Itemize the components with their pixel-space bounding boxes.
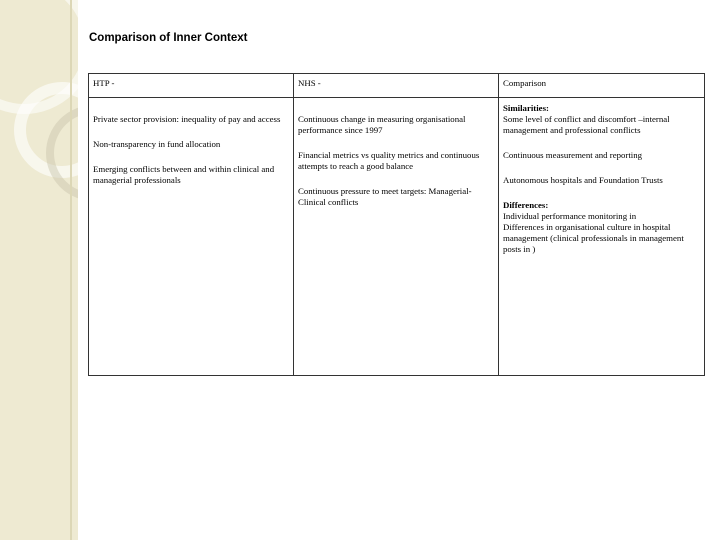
page-title: Comparison of Inner Context xyxy=(89,32,248,44)
differences-line: Differences in organisational culture in hospital management (clinical professionals in management posts in ) xyxy=(503,222,684,254)
table-header-row xyxy=(89,74,705,98)
sidebar-divider xyxy=(70,0,72,540)
header-nhs: NHS - xyxy=(294,74,499,98)
differences-line: Individual performance monitoring in xyxy=(503,211,637,221)
similarities-label: Similarities: xyxy=(503,103,549,113)
htp-item: Non-transparency in fund allocation xyxy=(93,139,221,149)
nhs-item: Financial metrics vs quality metrics and continuous attempts to reach a good balance xyxy=(298,150,480,171)
htp-item: Emerging conflicts between and within clinical and managerial professionals xyxy=(93,164,275,185)
htp-cell xyxy=(89,98,294,376)
comparison-item: Continuous measurement and reporting xyxy=(503,150,643,160)
htp-item: Private sector provision: inequality of pay and access xyxy=(93,114,281,124)
nhs-item: Continuous change in measuring organisational performance since 1997 xyxy=(298,114,466,135)
header-comparison: Comparison xyxy=(499,74,705,98)
comparison-cell xyxy=(499,98,705,376)
nhs-item: Continuous pressure to meet targets: Managerial- Clinical conflicts xyxy=(298,186,472,207)
comparison-table xyxy=(88,73,705,376)
differences-label: Differences: xyxy=(503,200,549,210)
nhs-cell xyxy=(294,98,499,376)
comparison-item: Autonomous hospitals and Foundation Trusts xyxy=(503,175,663,185)
table-row xyxy=(89,98,705,376)
decorative-sidebar xyxy=(0,0,78,540)
header-htp: HTP - xyxy=(89,74,294,98)
similarities-text: Some level of conflict and discomfort –internal management and professional conflicts xyxy=(503,114,670,135)
